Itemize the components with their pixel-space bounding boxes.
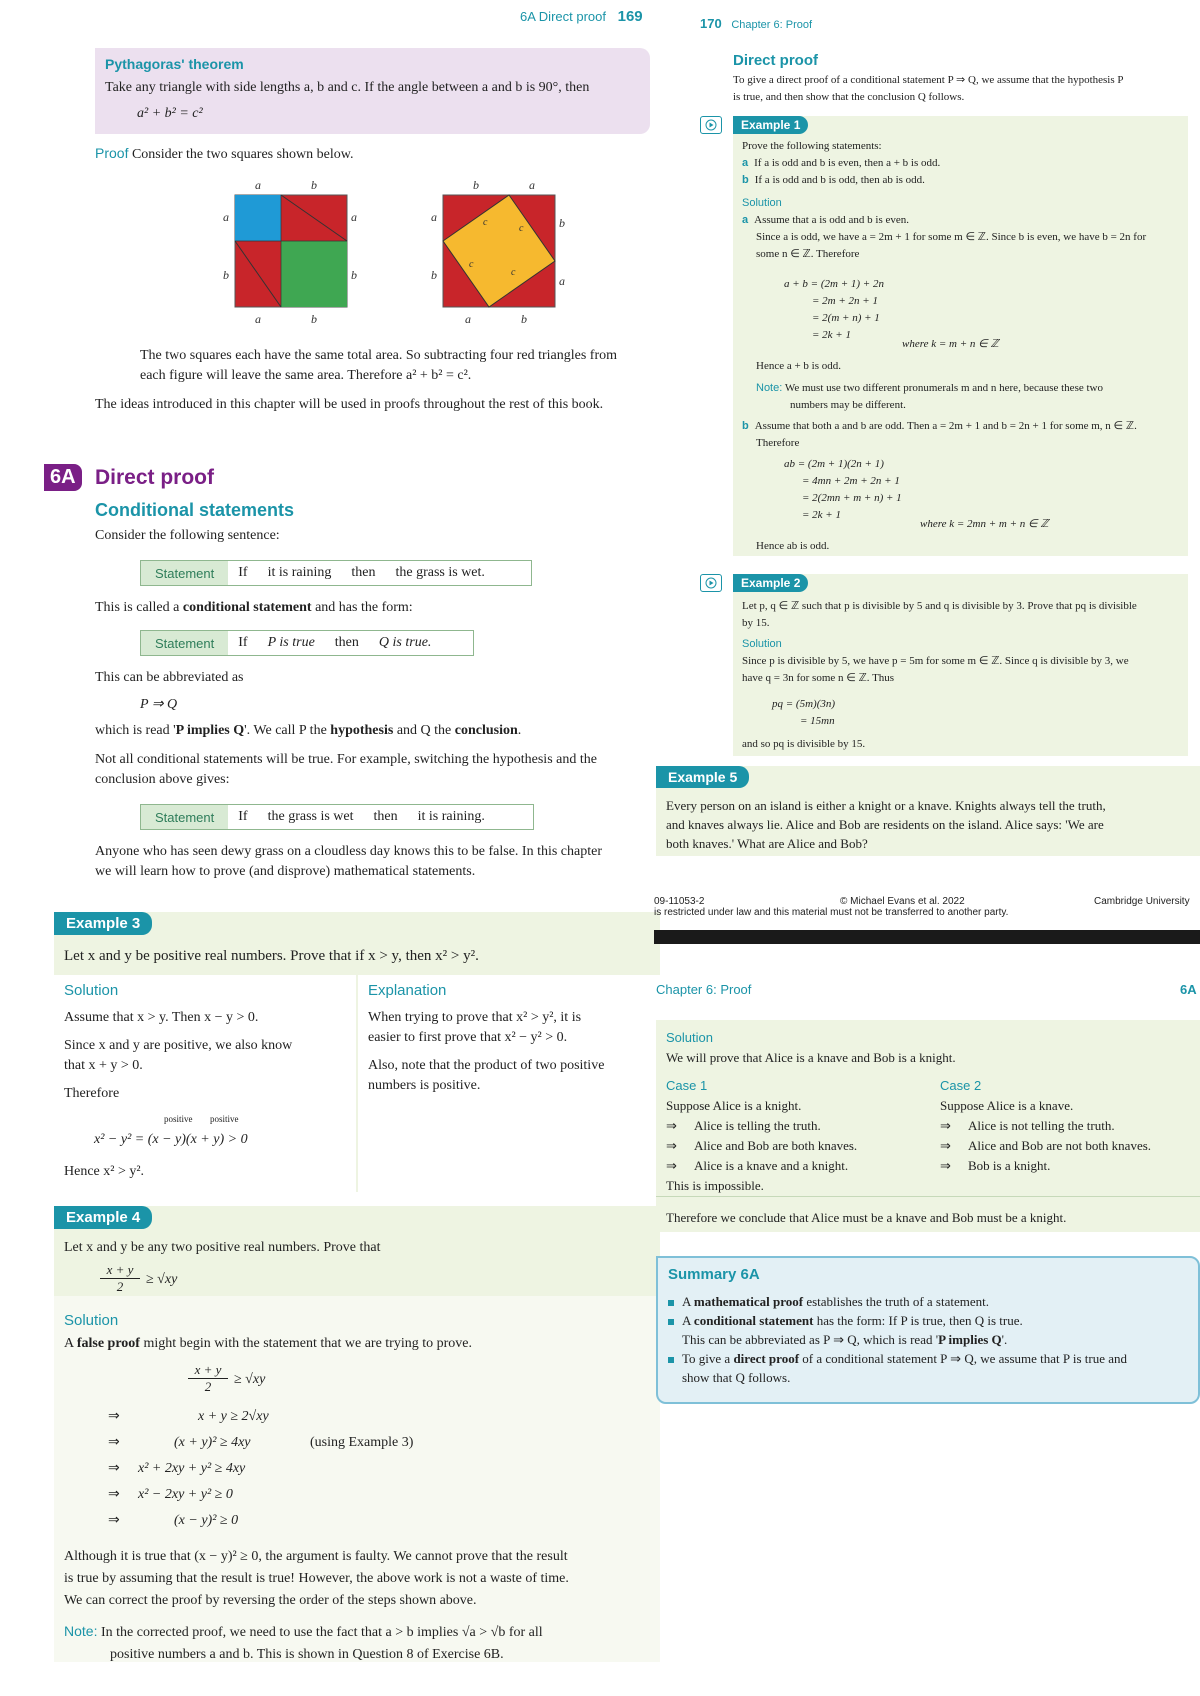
statement-q: the grass is wet.: [395, 565, 485, 580]
left-square-a: [235, 195, 281, 241]
formula-denominator: 2: [204, 1379, 212, 1394]
label-b-left-2: b: [431, 268, 437, 282]
example-2-s3: and so pq is divisible by 15.: [742, 738, 866, 750]
pythagoras-formula: a² + b² = c²: [137, 106, 203, 121]
example-3-explanation-label: Explanation: [368, 982, 447, 999]
label-b-right: b: [351, 268, 357, 282]
note-label: Note:: [756, 382, 783, 394]
label-c-2: c: [519, 223, 524, 234]
case-1: [666, 1076, 857, 1196]
read-3: and Q the: [393, 723, 455, 738]
label-a-left: a: [223, 210, 229, 224]
therefore-text: Therefore we conclude that Alice must be a knave and Bob must be a knight.: [666, 1210, 1067, 1225]
example-4-question: Let x and y be any two positive real numbers. Prove that: [64, 1240, 381, 1255]
b3-pre: To give a: [682, 1351, 734, 1366]
page-divider-bar: [654, 930, 1200, 944]
eq-0: pq = (5m)(3n): [772, 698, 836, 710]
statement-label: Statement: [141, 561, 228, 585]
page-number: 169: [617, 8, 643, 25]
sa1: Assume that a is odd and b is even.: [754, 214, 910, 226]
note-label: Note:: [64, 1623, 98, 1639]
statement-if: If: [238, 565, 248, 580]
formula-numerator: x + y: [188, 1362, 228, 1379]
example-4-note: [64, 1620, 543, 1666]
footer-isbn: 09-11053-2: [654, 896, 705, 907]
step-4: x² − 2xy + y² ≥ 0: [138, 1487, 233, 1502]
case-2-title: Case 2: [940, 1078, 982, 1093]
square-right: [443, 195, 555, 307]
example-3-question: Let x and y be positive real numbers. Prove that if x > y, then x² > y².: [64, 948, 479, 964]
example-3-explanation: [368, 1008, 604, 1096]
arrow: ⇒: [108, 1487, 120, 1502]
arrow: ⇒: [940, 1138, 951, 1153]
example-3-hence: Hence x² > y².: [64, 1164, 145, 1179]
although-text: [64, 1546, 569, 1612]
statement-2: [140, 630, 474, 656]
page-number: 170: [700, 16, 722, 31]
read-bold-3: conclusion: [454, 723, 518, 738]
direct-line-1: To give a direct proof of a conditional statement P ⇒ Q, we assume that the hypothesis P: [733, 74, 1124, 86]
arrow: ⇒: [940, 1118, 951, 1133]
hence-a: Hence a + b is odd.: [756, 360, 842, 372]
statement-3: [140, 804, 534, 830]
bullet-icon: [668, 1319, 674, 1325]
direct-proof-text: [733, 72, 1124, 106]
sol-line-2a: Since x and y are positive, we also know: [64, 1038, 293, 1053]
example-2-content: [742, 598, 1137, 687]
item-b-label: b: [742, 174, 749, 186]
example-3-solution: [64, 1008, 292, 1104]
b2-post: has the form: If P is true, then Q is true.: [813, 1313, 1023, 1328]
label-a-bottom-2: a: [465, 312, 471, 325]
section-title: Direct proof: [95, 466, 215, 489]
bullet-icon: [668, 1300, 674, 1306]
example-3-solution-label: Solution: [64, 982, 119, 999]
b3-line2: show that Q follows.: [682, 1370, 791, 1385]
case-1-l5: This is impossible.: [666, 1178, 764, 1193]
case-1-l3: Alice and Bob are both knaves.: [694, 1138, 858, 1153]
example-1-b: If a is odd and b is odd, then ab is odd.: [754, 174, 925, 186]
running-header-170: [700, 16, 812, 31]
statement-label: Statement: [141, 805, 228, 829]
arrow: ⇒: [108, 1409, 120, 1424]
label-b-bottom: b: [311, 312, 317, 325]
pythagoras-text: Take any triangle with side lengths a, b and c. If the angle between a and b is 90°, then: [105, 80, 590, 95]
eq-a-2: = 2(m + n) + 1: [812, 312, 880, 324]
step-1: x + y ≥ 2√xy: [198, 1409, 269, 1424]
label-a-bottom: a: [255, 312, 261, 325]
eq-a: [784, 276, 884, 344]
sa2: Since a is odd, we have a = 2m + 1 for some m ∈ ℤ. Since b is even, we have b = 2n for: [756, 231, 1147, 243]
label-a-right: a: [351, 210, 357, 224]
abbrev-text: This can be abbreviated as: [95, 670, 244, 685]
example-3-divider: [356, 975, 358, 1192]
example-2-q1: Let p, q ∈ ℤ such that p is divisible by 5 and q is divisible by 3. Prove that pq is divisible: [742, 600, 1137, 612]
arrow: ⇒: [666, 1158, 677, 1173]
ideas-text: The ideas introduced in this chapter will be used in proofs throughout the rest of this book.: [95, 397, 604, 412]
exp-line-2b: numbers is positive.: [368, 1078, 481, 1093]
after-figure-text: [140, 346, 617, 386]
false-bold: false proof: [76, 1336, 140, 1351]
arrow: ⇒: [108, 1461, 120, 1476]
arrow: ⇒: [108, 1435, 120, 1450]
example-5-solution-label: Solution: [666, 1030, 713, 1045]
arrow: ⇒: [666, 1138, 677, 1153]
b1-post: establishes the truth of a statement.: [803, 1294, 990, 1309]
arrow: ⇒: [666, 1118, 677, 1133]
note-1: In the corrected proof, we need to use the fact that a > b implies √a > √b for all: [100, 1625, 543, 1640]
sa3: some n ∈ ℤ. Therefore: [756, 248, 860, 260]
proof-line: [95, 145, 353, 163]
sol-a-label: a: [742, 214, 749, 226]
example-5-q1: Every person on an island is either a knight or a knave. Knights always tell the truth,: [666, 798, 1106, 813]
example-5-tab: Example 5: [656, 766, 749, 788]
after-figure-line-1: The two squares each have the same total area. So subtracting four red triangles from: [140, 348, 617, 363]
subsection-title: Conditional statements: [95, 500, 295, 520]
case-2-l3: Alice and Bob are not both knaves.: [968, 1138, 1152, 1153]
exp-line-1b: easier to first prove that x² − y² > 0.: [368, 1030, 568, 1045]
false-proof-text: [64, 1336, 472, 1352]
solution-divider: [656, 1196, 1200, 1197]
b2-pre: A: [682, 1313, 694, 1328]
read-2: '. We call P the: [244, 723, 331, 738]
pythagoras-title: Pythagoras' theorem: [105, 56, 244, 72]
b2-bold: conditional statement: [693, 1313, 814, 1328]
example-3-formula: x² − y² = (x − y)(x + y) > 0: [94, 1132, 248, 1147]
read-4: .: [517, 723, 522, 738]
example-3-tab: Example 3: [54, 912, 152, 935]
label-b-right-2: b: [559, 216, 565, 230]
eq-b: [784, 456, 902, 524]
b2-line2-bold: P implies Q: [938, 1332, 1002, 1347]
formula-numerator: x + y: [100, 1262, 140, 1279]
statement-then: then: [334, 635, 359, 650]
running-header-169: [520, 8, 643, 25]
sb1: Assume that both a and b are odd. Then a = 2m + 1 and b = 2n + 1 for some m, n ∈ ℤ.: [754, 420, 1137, 432]
eq-b-1: = 4mn + 2m + 2n + 1: [802, 475, 900, 487]
exp-line-2a: Also, note that the product of two positive: [368, 1058, 605, 1073]
label-a-top: a: [255, 178, 261, 192]
example-1-solution-label: Solution: [742, 197, 782, 209]
sb2: Therefore: [756, 437, 800, 449]
footer-publisher: Cambridge University: [1094, 896, 1190, 907]
statement-p: the grass is wet: [267, 809, 354, 824]
false-post: might begin with the statement that we are trying to prove.: [139, 1336, 472, 1351]
exp-line-1a: When trying to prove that x² > y², it is: [368, 1010, 582, 1025]
read-bold-2: hypothesis: [330, 723, 394, 738]
b3-post: of a conditional statement P ⇒ Q, we assume that P is true and: [799, 1351, 1128, 1366]
proof-text: Consider the two squares shown below.: [131, 147, 354, 162]
example-2-eq: [772, 696, 835, 730]
example-1-tab: Example 1: [733, 116, 808, 134]
where-b: where k = 2mn + m + n ∈ ℤ: [920, 518, 1049, 530]
b3-bold: direct proof: [733, 1351, 800, 1366]
positive-label-2: positive: [210, 1114, 239, 1124]
statement-1: [140, 560, 532, 586]
label-a-left-2: a: [431, 210, 437, 224]
eq-b-2: = 2(2mn + m + n) + 1: [802, 492, 902, 504]
b2-line2-pre: This can be abbreviated as P ⇒ Q, which is read ': [682, 1332, 939, 1347]
summary-box: [656, 1256, 1200, 1404]
play-icon[interactable]: [700, 574, 722, 592]
statement-p: P is true: [267, 635, 315, 650]
running-header-text: Chapter 6: Proof: [731, 19, 813, 31]
step-arrows: [108, 1404, 120, 1534]
statement-then: then: [373, 809, 398, 824]
formula-right-2: ≥ √xy: [234, 1372, 266, 1387]
b2-line2-post: '.: [1001, 1332, 1008, 1347]
squares-figure: [215, 175, 580, 325]
anyone-line-2: we will learn how to prove (and disprove) mathematical statements.: [95, 864, 476, 879]
not-all-line-1: Not all conditional statements will be true. For example, switching the hypothesis and the: [95, 752, 597, 767]
statement-label: Statement: [141, 631, 228, 655]
section-label-bottom: 6A: [1180, 982, 1197, 997]
item-a-label: a: [742, 157, 749, 169]
not-all-line-2: conclusion above gives:: [95, 772, 230, 787]
note-2: numbers may be different.: [790, 399, 906, 411]
eq-b-0: ab = (2m + 1)(2n + 1): [784, 458, 884, 470]
read-bold-1: P implies Q: [175, 723, 245, 738]
summary-bullets: [668, 1292, 1188, 1387]
sol-b-label: b: [742, 420, 749, 432]
summary-title: Summary 6A: [668, 1266, 760, 1283]
step-2: (x + y)² ≥ 4xy: [174, 1435, 251, 1450]
example-1-note: [756, 380, 1103, 414]
after-figure-line-2: each figure will leave the same area. Therefore a² + b² = c².: [140, 368, 472, 383]
called-bold: conditional statement: [182, 600, 312, 615]
sol-line-3: Therefore: [64, 1086, 120, 1101]
statement-q: Q is true.: [378, 635, 432, 650]
case-1-l4: Alice is a knave and a knight.: [694, 1158, 849, 1173]
case-2-l2: Alice is not telling the truth.: [968, 1118, 1115, 1133]
case-2: [940, 1076, 1151, 1176]
running-header-text: 6A Direct proof: [520, 9, 606, 24]
footer-copyright: © Michael Evans et al. 2022: [840, 896, 965, 907]
called-pre: This is called a: [95, 600, 183, 615]
eq-a-0: a + b = (2m + 1) + 2n: [784, 278, 884, 290]
label-c-4: c: [511, 267, 516, 278]
play-icon[interactable]: [700, 116, 722, 134]
b1-bold: mathematical proof: [693, 1294, 804, 1309]
example-5-q3: both knaves.' What are Alice and Bob?: [666, 836, 868, 851]
b1-pre: A: [682, 1294, 694, 1309]
arrow: ⇒: [940, 1158, 951, 1173]
statement-if: If: [238, 635, 248, 650]
statement-if: If: [238, 809, 248, 824]
direct-proof-title: Direct proof: [733, 52, 819, 69]
not-all-text: [95, 750, 597, 790]
example-4-formula-2: [188, 1362, 228, 1395]
using-note: (using Example 3): [310, 1435, 414, 1450]
called-text: [95, 600, 413, 616]
step-5: (x − y)² ≥ 0: [174, 1513, 239, 1528]
although-2: is true by assuming that the result is true! However, the above work is not a waste of time.: [64, 1571, 569, 1586]
step-3: x² + 2xy + y² ≥ 4xy: [138, 1461, 246, 1476]
label-c-3: c: [469, 259, 474, 270]
statement-then: then: [351, 565, 376, 580]
case-2-l1: Suppose Alice is a knave.: [940, 1098, 1074, 1113]
although-3: We can correct the proof by reversing the order of the steps shown above.: [64, 1593, 477, 1608]
label-a-right-2: a: [559, 274, 565, 288]
false-pre: A: [64, 1336, 77, 1351]
anyone-line-1: Anyone who has seen dewy grass on a cloudless day knows this to be false. In this chapter: [95, 844, 603, 859]
case-1-l2: Alice is telling the truth.: [694, 1118, 821, 1133]
example-4-formula: [100, 1262, 140, 1295]
label-b-bottom-2: b: [521, 312, 527, 325]
proof-label: Proof: [95, 145, 129, 161]
hence-b: Hence ab is odd.: [756, 540, 830, 552]
bullet-icon: [668, 1357, 674, 1363]
eq-a-1: = 2m + 2n + 1: [812, 295, 878, 307]
case-1-l1: Suppose Alice is a knight.: [666, 1098, 802, 1113]
arrow: ⇒: [108, 1513, 120, 1528]
statement-p: it is raining: [267, 565, 332, 580]
called-post: and has the form:: [311, 600, 413, 615]
eq-1: = 15mn: [800, 715, 835, 727]
running-header-bottom: Chapter 6: Proof: [656, 982, 752, 997]
label-a-top-2: a: [529, 178, 535, 192]
eq-a-3: = 2k + 1: [812, 329, 851, 341]
example-1-a: If a is odd and b is even, then a + b is odd.: [754, 157, 941, 169]
note-1: We must use two different pronumerals m and n here, because these two: [784, 382, 1103, 394]
square-left: [235, 195, 347, 307]
eq-b-3: = 2k + 1: [802, 509, 841, 521]
example-1-intro: Prove the following statements:: [742, 140, 882, 152]
read-text: [95, 723, 521, 739]
example-5-q2: and knaves always lie. Alice and Bob are residents on the island. Alice says: 'We are: [666, 817, 1104, 832]
sol-line-2b: that x + y > 0.: [64, 1058, 143, 1073]
consider-text: Consider the following sentence:: [95, 528, 280, 543]
anyone-text: [95, 842, 602, 882]
example-2-s1: Since p is divisible by 5, we have p = 5m for some m ∈ ℤ. Since q is divisible by 3, we: [742, 655, 1129, 667]
section-badge: 6A: [44, 464, 82, 491]
example-2-solution-label: Solution: [742, 638, 782, 650]
pythagoras-box: [95, 48, 650, 134]
example-1-content: [742, 138, 1146, 263]
although-1: Although it is true that (x − y)² ≥ 0, the argument is faulty. We cannot prove that the result: [64, 1549, 568, 1564]
statement-q: it is raining.: [417, 809, 485, 824]
direct-line-2: is true, and then show that the conclusion Q follows.: [733, 91, 965, 103]
case-2-l4: Bob is a knight.: [968, 1158, 1051, 1173]
sol-line-1: Assume that x > y. Then x − y > 0.: [64, 1010, 259, 1025]
case-1-title: Case 1: [666, 1078, 708, 1093]
note-2: positive numbers a and b. This is shown in Question 8 of Exercise 6B.: [110, 1647, 504, 1662]
example-5-intro: We will prove that Alice is a knave and Bob is a knight.: [666, 1050, 956, 1065]
example-2-tab: Example 2: [733, 574, 808, 592]
left-square-b: [281, 241, 347, 307]
label-b-top-2: b: [473, 178, 479, 192]
label-b-top: b: [311, 178, 317, 192]
example-2-s2: have q = 3n for some n ∈ ℤ. Thus: [742, 672, 895, 684]
example-2-q2: by 15.: [742, 617, 770, 629]
label-c-1: c: [483, 217, 488, 228]
where-a: where k = m + n ∈ ℤ: [902, 338, 999, 350]
formula-right: ≥ √xy: [146, 1272, 178, 1287]
abbrev-formula: P ⇒ Q: [140, 697, 178, 712]
label-b-left: b: [223, 268, 229, 282]
example-4-solution-label: Solution: [64, 1312, 119, 1329]
positive-label-1: positive: [164, 1114, 193, 1124]
formula-denominator: 2: [116, 1279, 124, 1294]
example-4-tab: Example 4: [54, 1206, 152, 1229]
sol-b: [742, 418, 1137, 452]
footer-restricted: is restricted under law and this material must not be transferred to another party.: [654, 907, 1009, 918]
example-5-question: [666, 796, 1106, 853]
read-1: which is read ': [95, 723, 176, 738]
